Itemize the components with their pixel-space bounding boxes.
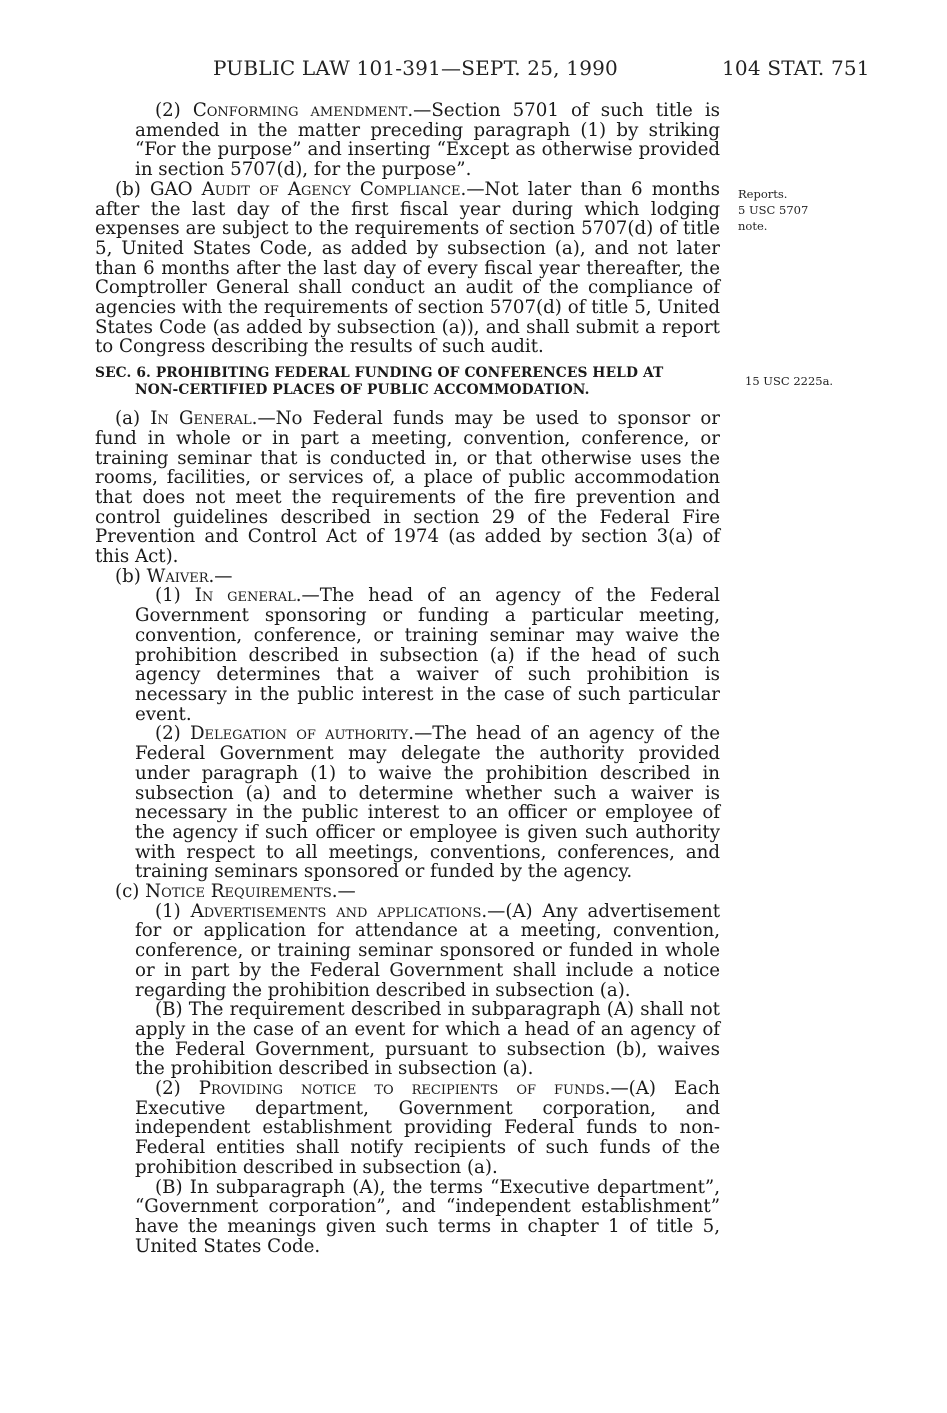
run-in-heading: In general. — [194, 585, 302, 607]
paragraph-notice-requirements: (c) Notice Requirements.— — [115, 881, 356, 903]
paragraph-advertisements: (1) Advertisements and applications.—(A) Any advertisement for or application for attendance at a meeting, convention, conference, or training seminar sponsored or funded in whole or in part by the Federal Government shall include a notice regarding the prohibition described in subsection (a). — [135, 900, 721, 1001]
running-header-title: PUBLIC LAW 101-391—SEPT. 25, 1990 — [213, 56, 618, 80]
run-in-heading: Audit of Agency Compliance. — [201, 178, 467, 200]
margin-note-sec6: 15 USC 2225a. — [745, 374, 834, 388]
paragraph-delegation: (2) Delegation of authority.—The head of an agency of the Federal Government may delegate the authority provided under paragraph (1) to waive the prohibition described in subsection (a) and to determine whether such a waiver is necessary in the public interest to an officer or employee of the agency if such officer or employee is given such authority with respect to all meetings, conventions, conferences, and training seminars sponsored or funded by the agency. — [135, 723, 721, 883]
margin-note-line: 5 USC 5707 — [738, 203, 809, 217]
page-reference: 104 STAT. 751 — [722, 56, 870, 80]
paragraph-providing-notice-b: (B) In subparagraph (A), the terms “Executive department”, “Government corporation”, and “independent establishment” have the meanings given such terms in chapter 1 of title 5, United States Code. — [135, 1176, 720, 1257]
run-in-heading: Waiver. — [146, 565, 215, 587]
paragraph-waiver-general: (1) In general.—The head of an agency of the Federal Government sponsoring or funding a particular meeting, convention, conference, or training seminar may waive the prohibition described in subsection (a) if the head of such agency determines that a waiver of such prohibition is necessary in the public interest in the case of such particular event. — [135, 585, 720, 725]
paragraph-conforming-amendment: (2) Conforming amendment.—Section 5701 of such title is amended in the matter preceding paragraph (1) by striking “For the purpose” and inserting “Except as otherwise provided in section 5707(d), for the purpose”. — [135, 100, 720, 181]
paragraph-gao-audit: (b) GAO Audit of Agency Compliance.—Not later than 6 months after the last day of the first fiscal year during which lodging expenses are subject to the requirements of section 5707(d) of title 5, United States Code, as added by subsection (a), and not later than 6 months after the last day of every fiscal year thereafter, the Comptroller General shall conduct an audit of the compliance of agencies with the requirements of section 5707(d) of title 5, United States Code (as added by subsection (a)), and shall submit a report to Congress describing the results of such audit. — [95, 178, 720, 358]
margin-note-reports — [738, 186, 808, 234]
paragraph-waiver: (b) Waiver.— — [115, 565, 233, 587]
paragraph-providing-notice: (2) Providing notice to recipients of funds.—(A) Each Executive department, Government corporation, and independent establishment providing Federal funds to non-Federal entities shall notify recipients of such funds of the prohibition described in subsection (a). — [135, 1078, 720, 1178]
run-in-heading: In General. — [150, 408, 258, 430]
run-in-heading: Providing notice to recipients of funds. — [198, 1078, 611, 1100]
run-in-heading: Delegation of authority. — [189, 723, 415, 745]
run-in-heading: Conforming amendment. — [192, 100, 414, 121]
document-body — [95, 101, 720, 1256]
paragraph-advertisements-b: (B) The requirement described in subparagraph (A) shall not apply in the case of an event for which a head of an agency of the Federal Government, pursuant to subsection (b), waives the prohibition described in subsection (a). — [135, 999, 720, 1080]
margin-note-line: Reports. — [738, 187, 788, 201]
run-in-heading: Advertisements and applications. — [190, 900, 488, 922]
margin-note-line: note. — [738, 219, 768, 233]
paragraph-in-general: (a) In General.—No Federal funds may be used to sponsor or fund in whole or in part a meeting, convention, conference, or training seminar that is conducted in, or that otherwise uses the rooms, facilities, or services of, a place of public accommodation that does not meet the requirements of the fire prevention and control guidelines described in section 29 of the Federal Fire Prevention and Control Act of 1974 (as added by section 3(a) of this Act). — [95, 408, 720, 568]
section-heading: SEC. 6. PROHIBITING FEDERAL FUNDING OF CONFERENCES HELD AT NON-CERTIFIED PLACES OF PUBLIC ACCOMMODATION. — [95, 365, 664, 398]
run-in-heading: Notice Requirements. — [145, 881, 338, 903]
